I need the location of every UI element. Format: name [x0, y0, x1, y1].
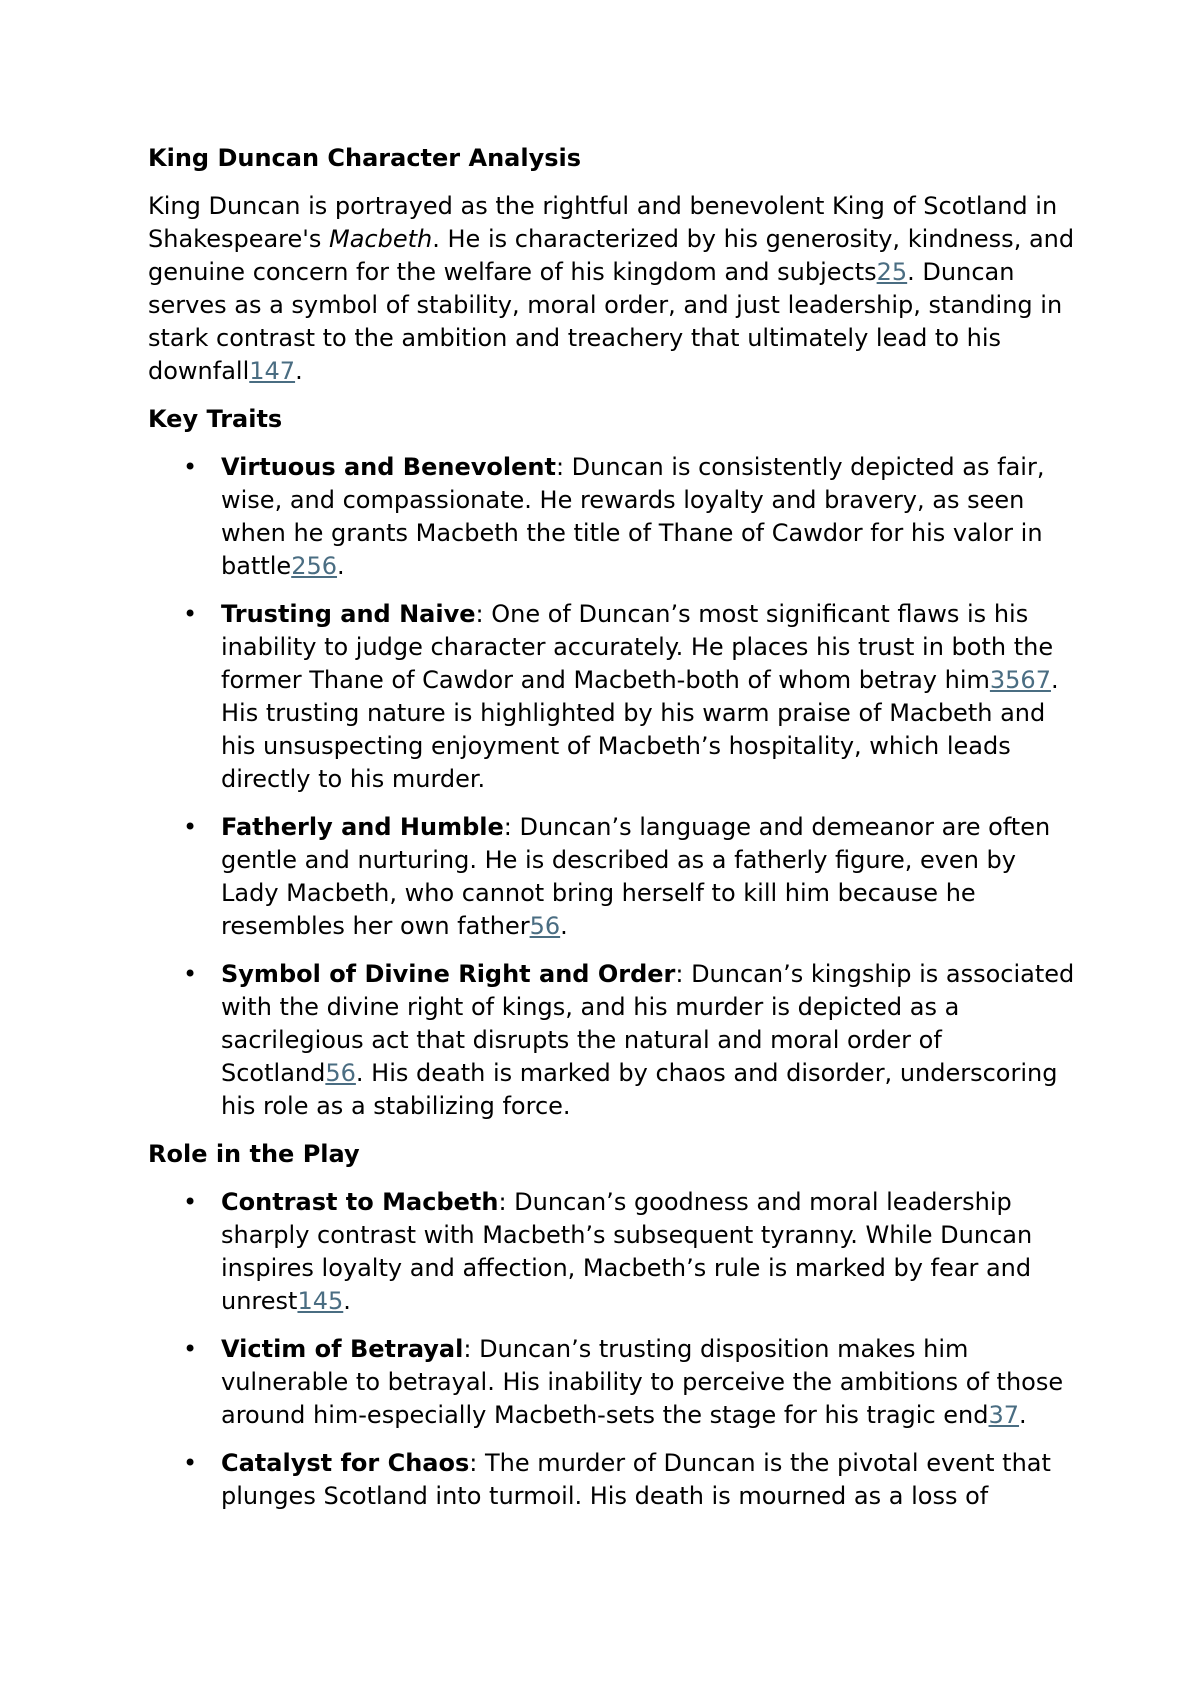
key-traits-list	[148, 451, 1078, 1123]
list-item	[148, 1447, 1078, 1513]
intro-text-3: . Duncan serves as a symbol of stability, moral order, and just leadership, standing in stark contrast to the ambition and treachery that ultimately lead to his downfall	[148, 258, 1063, 385]
trait-text-end: . His trusting nature is highlighted by his warm praise of Macbeth and his unsuspecting enjoyment of Macbeth’s hospitality, which leads directly to his murder.	[221, 666, 1059, 793]
role-text-end: .	[343, 1287, 351, 1315]
bullet-icon: •	[183, 600, 198, 628]
intro-text-1: King Duncan is portrayed as the rightful and benevolent King of Scotland in Shakespeare's	[148, 192, 1058, 253]
bullet-icon: •	[183, 960, 198, 988]
document-title: King Duncan Character Analysis	[148, 144, 582, 172]
list-item	[148, 1186, 1078, 1318]
trait-text: : Duncan’s kingship is associated with the divine right of kings, and his murder is depicted as a sacrilegious act that disrupts the natural and moral order of Scotland	[221, 960, 1075, 1087]
trait-term: Symbol of Divine Right and Order	[221, 960, 676, 988]
list-item	[148, 1333, 1078, 1432]
role-text-end: .	[1019, 1401, 1027, 1429]
citation-link[interactable]: 25	[876, 258, 908, 286]
citation-link[interactable]: 145	[297, 1287, 344, 1315]
trait-text: : Duncan is consistently depicted as fair, wise, and compassionate. He rewards loyalty and bravery, as seen when he grants Macbeth the title of Thane of Cawdor for his valor in battle	[221, 453, 1045, 580]
document-page	[148, 142, 1078, 1528]
role-term: Catalyst for Chaos	[221, 1449, 470, 1477]
trait-term: Fatherly and Humble	[221, 813, 504, 841]
role-text: : Duncan’s trusting disposition makes him vulnerable to betrayal. His inability to perceive the ambitions of those around him-especially Macbeth-sets the stage for his tragic end	[221, 1335, 1064, 1429]
trait-text: : Duncan’s language and demeanor are often gentle and nurturing. He is described as a fatherly figure, even by Lady Macbeth, who cannot bring herself to kill him because he resembles her own father	[221, 813, 1051, 940]
bullet-icon: •	[183, 1449, 198, 1477]
list-item	[148, 451, 1078, 583]
role-text: : Duncan’s goodness and moral leadership sharply contrast with Macbeth’s subsequent tyranny. While Duncan inspires loyalty and affection, Macbeth’s rule is marked by fear and unrest	[221, 1188, 1033, 1315]
citation-link[interactable]: 147	[249, 357, 296, 385]
citation-link[interactable]: 3567	[989, 666, 1051, 694]
bullet-icon: •	[183, 1188, 198, 1216]
trait-term: Virtuous and Benevolent	[221, 453, 556, 481]
trait-text: : One of Duncan’s most significant flaws is his inability to judge character accurately. He places his trust in both the former Thane of Cawdor and Macbeth-both of whom betray him	[221, 600, 1054, 694]
trait-text-end: .	[560, 912, 568, 940]
section-heading-key-traits: Key Traits	[148, 405, 283, 433]
list-item	[148, 598, 1078, 796]
trait-text-end: . His death is marked by chaos and disorder, underscoring his role as a stabilizing force.	[221, 1059, 1058, 1120]
citation-link[interactable]: 56	[325, 1059, 356, 1087]
trait-term: Trusting and Naive	[221, 600, 476, 628]
bullet-icon: •	[183, 453, 198, 481]
role-list	[148, 1186, 1078, 1513]
play-title: Macbeth	[329, 225, 433, 253]
intro-paragraph	[148, 190, 1078, 388]
intro-text-4: .	[295, 357, 303, 385]
citation-link[interactable]: 37	[988, 1401, 1020, 1429]
role-text: : The murder of Duncan is the pivotal event that plunges Scotland into turmoil. His death is mourned as a loss of	[221, 1449, 1051, 1510]
section-heading-role-in-play: Role in the Play	[148, 1140, 360, 1168]
role-term: Contrast to Macbeth	[221, 1188, 499, 1216]
role-term: Victim of Betrayal	[221, 1335, 464, 1363]
citation-link[interactable]: 56	[529, 912, 561, 940]
trait-text-end: .	[337, 552, 345, 580]
citation-link[interactable]: 256	[291, 552, 338, 580]
list-item	[148, 958, 1078, 1123]
bullet-icon: •	[183, 1335, 198, 1363]
bullet-icon: •	[183, 813, 198, 841]
intro-text-2: . He is characterized by his generosity, kindness, and genuine concern for the welfare of his kingdom and subjects	[148, 225, 1075, 286]
list-item	[148, 811, 1078, 943]
